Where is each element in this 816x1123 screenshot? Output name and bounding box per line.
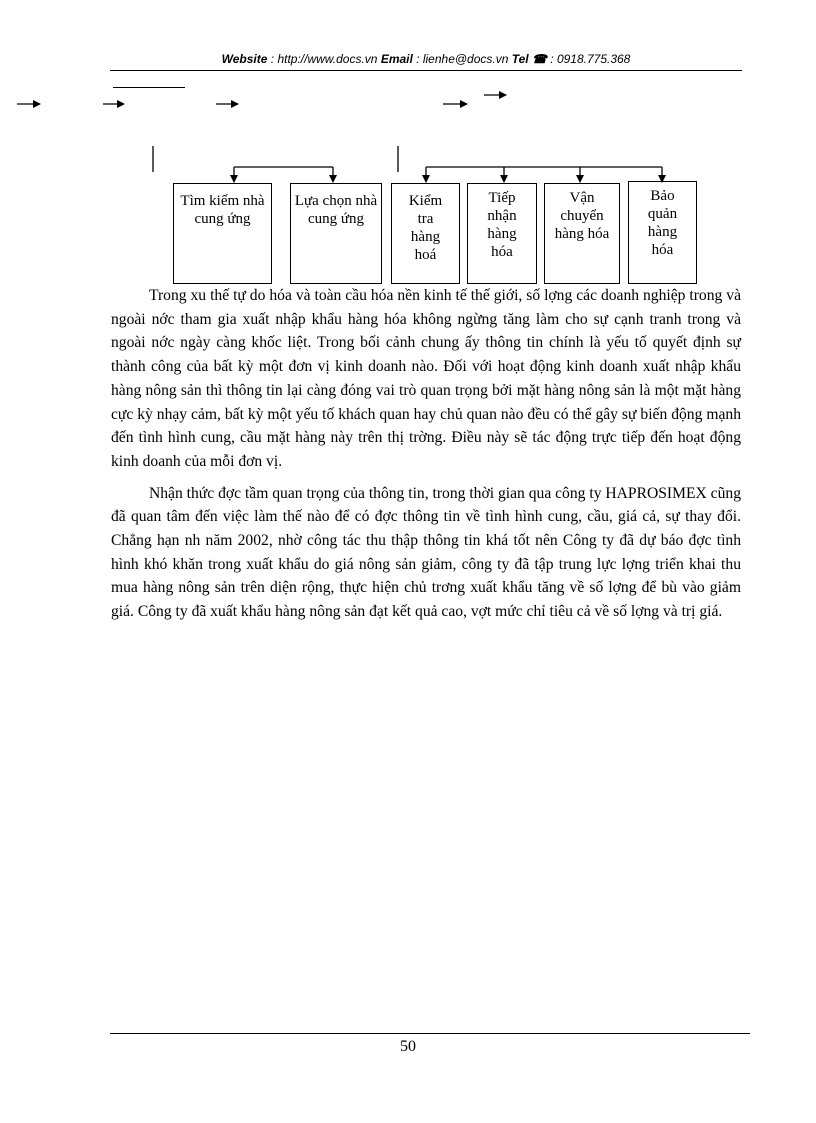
email-value: : lienhe@docs.vn [412,52,512,66]
page-number: 50 [400,1038,416,1055]
website-value: : http://www.docs.vn [267,52,381,66]
tel-label: Tel ☎ [511,52,547,66]
box-goods-inspection: Kiểm tra hàng hoá [391,183,460,284]
box-goods-receipt: Tiếp nhận hàng hóa [467,183,537,284]
box-goods-storage: Bảo quản hàng hóa [628,181,697,284]
email-label: Email [380,52,413,66]
footer-rule [110,1033,750,1034]
tel-value: : 0918.775.368 [546,52,631,66]
box-goods-transport: Vận chuyển hàng hóa [544,183,620,284]
paragraph: Trong xu thế tự do hóa và toàn cầu hóa nền kinh tế thế giới, số lợng các doanh nghiệp trong và ngoài nớc tham gia xuất nhập khẩu hàng hóa không ngừng tăng làm cho sự cạnh tranh trong và ngoài nớc ngày càng khốc liệt. Trong bối cảnh chung ấy thông tin chính là yếu tố quyết định sự thành công của bất kỳ một đơn vị kinh doanh nào. Đối với hoạt động kinh doanh xuất nhập khẩu hàng nông sản thì thông tin lại càng đóng vai trò quan trọng bởi mặt hàng nông sản là một mặt hàng cực kỳ nhạy cảm, bất kỳ một yếu tố khách quan hay chủ quan nào đều có thể gây sự biến động mạnh đến tình hình cung, cầu mặt hàng này trên thị trờng. Điều này sẽ tác động trực tiếp đến hoạt động kinh doanh của mỗi đơn vị. [111,287,741,470]
box-supplier-search: Tìm kiếm nhà cung ứng [173,183,272,284]
website-label: Website [221,52,268,66]
paragraph: Nhận thức đợc tầm quan trọng của thông tin, trong thời gian qua công ty HAPROSIMEX cũng đã quan tâm đến việc làm thế nào để có đợc thông tin về tình hình cung, cầu, giá cả, sự thay đổi. Chẳng hạn nh năm 2002, nhờ công tác thu thập thông tin khá tốt nên Công ty đã dự báo đợc tình hình khó khăn trong xuất khẩu do giá nông sản giảm, công ty đã tập trung lực lợng triển khai thu mua hàng nông sản trên diện rộng, thực hiện chủ trơng xuất khẩu tăng về số lợng để bù vào giảm giá. Công ty đã xuất khẩu hàng nông sản đạt kết quả cao, vợt mức chỉ tiêu cả về số lợng và trị giá. [111,484,741,621]
body-text [111,284,741,632]
box-supplier-selection: Lựa chọn nhà cung ứng [290,183,382,284]
